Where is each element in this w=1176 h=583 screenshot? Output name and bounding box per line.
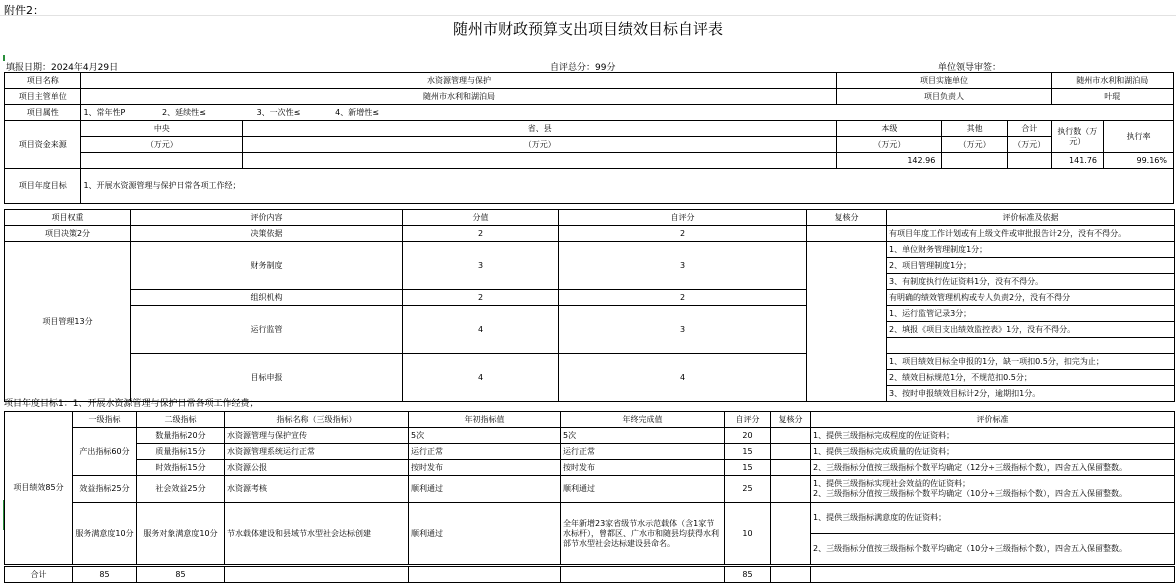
perf-level2: 时效指标15分 — [137, 460, 225, 476]
mgmt-content: 目标申报 — [131, 354, 403, 402]
perf-header: 年初指标值 — [409, 412, 561, 428]
perf-final: 5次 — [561, 428, 725, 444]
mgmt-content: 组织机构 — [131, 290, 403, 306]
dept-label: 项目主管单位 — [5, 89, 81, 105]
impl-unit-label: 项目实施单位 — [837, 73, 1051, 89]
funds-local: 本级 — [837, 121, 942, 137]
total-score: 自评总分：99分 — [550, 63, 616, 73]
mgmt-criteria: 1、运行监管记录3分； — [887, 306, 1175, 322]
mgmt-criteria: 有明确的绩效管理机构或专人负责2分，没有不得分 — [887, 290, 1175, 306]
mgmt-weight: 项目管理13分 — [5, 242, 131, 402]
mgmt-review — [807, 242, 887, 402]
funds-central: 中央 — [81, 121, 243, 137]
funds-unit: （万元） — [1007, 137, 1051, 153]
mgmt-criteria: 3、按时申报绩效目标计2分，逾期扣1分。 — [887, 386, 1175, 402]
perf-name: 水资源管理系统运行正常 — [225, 444, 409, 460]
perf-self: 25 — [725, 476, 771, 503]
funds-unit: （万元） — [243, 137, 837, 153]
perf-criteria: 1、提供三级指标完成质量的佐证资料； — [811, 444, 1175, 460]
decision-self: 2 — [559, 226, 807, 242]
total-empty — [561, 567, 725, 583]
perf-initial: 按时发布 — [409, 460, 561, 476]
project-name-value: 水资源管理与保护 — [81, 73, 837, 89]
total-empty — [811, 567, 1175, 583]
mgmt-score: 4 — [403, 354, 559, 402]
funds-executed-label: 执行数（万元） — [1051, 121, 1103, 153]
perf-level2: 社会效益25分 — [137, 476, 225, 503]
total-self: 85 — [725, 567, 771, 583]
perf-weight: 项目绩效85分 — [5, 412, 73, 565]
decision-content: 决策依据 — [131, 226, 403, 242]
funds-unit: （万元） — [942, 137, 1008, 153]
mgmt-self: 2 — [559, 290, 807, 306]
annual-goal-label: 项目年度目标 — [5, 169, 81, 204]
perf-header: 自评分 — [725, 412, 771, 428]
attr-option: 4、新增性≤ — [335, 107, 379, 117]
total-level2: 85 — [137, 567, 225, 583]
perf-criteria: 1、提供三级指标满意度的佐证资料； — [811, 503, 1175, 534]
impl-unit-value: 随州市水利和湖泊局 — [1051, 73, 1173, 89]
funds-unit: （万元） — [837, 137, 942, 153]
funds-other: 其他 — [942, 121, 1008, 137]
perf-criteria: 1、提供三级指标实现社会效益的佐证资料； 2、三级指标分值按三级指标个数平均确定（10分÷三级指标个数），四舍五入保留整数。 — [811, 476, 1175, 503]
perf-name: 水资源考核 — [225, 476, 409, 503]
mgmt-header: 项目权重 — [5, 210, 131, 226]
funds-provincial-value — [243, 153, 837, 169]
total-empty — [409, 567, 561, 583]
total-empty — [771, 567, 811, 583]
decision-weight: 项目决策2分 — [5, 226, 131, 242]
perf-header: 年终完成值 — [561, 412, 725, 428]
mgmt-self: 3 — [559, 306, 807, 354]
funds-local-value: 142.96 — [837, 153, 942, 169]
mgmt-criteria: 2、项目管理制度1分； — [887, 258, 1175, 274]
sheet-gridline — [0, 15, 1176, 16]
funds-other-value — [942, 153, 1008, 169]
project-name-label: 项目名称 — [5, 73, 81, 89]
perf-level2: 数量指标20分 — [137, 428, 225, 444]
perf-name: 水资源公报 — [225, 460, 409, 476]
funds-label: 项目资金来源 — [5, 121, 81, 169]
mgmt-criteria: 1、项目绩效目标全申报的1分，缺一项扣0.5分，扣完为止； — [887, 354, 1175, 370]
perf-initial: 5次 — [409, 428, 561, 444]
perf-criteria: 2、三级指标分值按三级指标个数平均确定（10分÷三级指标个数），四舍五入保留整数。 — [811, 534, 1175, 565]
mgmt-criteria — [887, 338, 1175, 354]
mgmt-criteria: 2、绩效目标规范1分，不规范扣0.5分； — [887, 370, 1175, 386]
annual-goal-text: 1、开展水资源管理与保护日常各项工作经； — [81, 169, 1174, 204]
perf-level2: 服务对象满意度10分 — [137, 503, 225, 565]
benefit-indicator: 效益指标25分 — [73, 476, 137, 503]
mgmt-self: 3 — [559, 242, 807, 290]
funds-total: 合计 — [1007, 121, 1051, 137]
meta-row — [0, 60, 1176, 72]
perf-self: 15 — [725, 444, 771, 460]
attr-option: 2、延续性≤ — [162, 107, 206, 117]
perf-self: 20 — [725, 428, 771, 444]
attachment-label: 附件2： — [4, 4, 44, 17]
unit-leader-sign: 单位领导审签： — [938, 63, 1002, 73]
perf-review — [771, 503, 811, 565]
mgmt-header: 复核分 — [807, 210, 887, 226]
dept-value: 随州市水利和湖泊局 — [81, 89, 837, 105]
performance-table — [4, 411, 1175, 565]
perf-review — [771, 444, 811, 460]
mgmt-score: 4 — [403, 306, 559, 354]
perf-header: 二级指标 — [137, 412, 225, 428]
mgmt-header: 分值 — [403, 210, 559, 226]
perf-header: 评价标准 — [811, 412, 1175, 428]
totals-table — [4, 566, 1175, 583]
decision-score: 2 — [403, 226, 559, 242]
perf-final: 顺利通过 — [561, 476, 725, 503]
attr-label: 项目属性 — [5, 105, 81, 121]
mgmt-header: 评价内容 — [131, 210, 403, 226]
perf-name: 水资源管理与保护宣传 — [225, 428, 409, 444]
perf-initial: 顺利通过 — [409, 503, 561, 565]
decision-review — [807, 226, 887, 242]
attr-option: 1、常年性P — [83, 107, 126, 117]
total-empty — [225, 567, 409, 583]
perf-level2: 质量指标15分 — [137, 444, 225, 460]
perf-review — [771, 460, 811, 476]
perf-name: 节水载体建设和县域节水型社会达标创建 — [225, 503, 409, 565]
perf-header: 复核分 — [771, 412, 811, 428]
satisfaction-indicator: 服务满意度10分 — [73, 503, 137, 565]
perf-criteria: 2、三级指标分值按三级指标个数平均确定（12分÷三级指标个数），四舍五入保留整数。 — [811, 460, 1175, 476]
performance-section-title: 项目年度目标1：1、开展水资源管理与保护日常各项工作经费； — [4, 399, 259, 409]
perf-self: 15 — [725, 460, 771, 476]
mgmt-criteria: 1、单位财务管理制度1分； — [887, 242, 1175, 258]
total-label: 合计 — [5, 567, 73, 583]
perf-final: 按时发布 — [561, 460, 725, 476]
mgmt-header: 自评分 — [559, 210, 807, 226]
funds-provincial: 省、县 — [243, 121, 837, 137]
total-weight: 85 — [73, 567, 137, 583]
leader-value: 叶琨 — [1051, 89, 1173, 105]
attr-options — [81, 105, 1174, 121]
perf-initial: 运行正常 — [409, 444, 561, 460]
perf-review — [771, 428, 811, 444]
funds-unit: （万元） — [81, 137, 243, 153]
funds-total-value — [1007, 153, 1051, 169]
perf-review — [771, 476, 811, 503]
funds-rate-value: 99.16% — [1104, 153, 1174, 169]
management-table — [4, 209, 1175, 402]
mgmt-score: 3 — [403, 242, 559, 290]
mgmt-content: 财务制度 — [131, 242, 403, 290]
perf-header: 一级指标 — [73, 412, 137, 428]
fill-date: 填报日期：2024年4月29日 — [6, 63, 119, 73]
attr-option: 3、一次性≤ — [256, 107, 301, 117]
leader-label: 项目负责人 — [837, 89, 1051, 105]
mgmt-criteria: 3、有制度执行佐证资料1分，没有不得分。 — [887, 274, 1175, 290]
decision-criteria: 有项目年度工作计划或有上级文件或审批报告计2分，没有不得分。 — [887, 226, 1175, 242]
perf-self: 10 — [725, 503, 771, 565]
basic-info-table — [4, 72, 1174, 204]
output-indicator: 产出指标60分 — [73, 428, 137, 476]
funds-central-value — [81, 153, 243, 169]
funds-rate-label: 执行率 — [1104, 121, 1174, 153]
mgmt-score: 2 — [403, 290, 559, 306]
page-title: 随州市财政预算支出项目绩效目标自评表 — [452, 20, 723, 38]
perf-final: 运行正常 — [561, 444, 725, 460]
mgmt-header: 评价标准及依据 — [887, 210, 1175, 226]
perf-header: 指标名称（三级指标） — [225, 412, 409, 428]
perf-final: 全年新增23家省级节水示范载体（含1家节水标杆），曾都区、广水市和随县均获得水利部节水型社会达标建设县命名。 — [561, 503, 725, 565]
mgmt-content: 运行监管 — [131, 306, 403, 354]
perf-initial: 顺利通过 — [409, 476, 561, 503]
funds-executed-value: 141.76 — [1051, 153, 1103, 169]
perf-criteria: 1、提供三级指标完成程度的佐证资料； — [811, 428, 1175, 444]
mgmt-self: 4 — [559, 354, 807, 402]
mgmt-criteria: 2、填报《项目支出绩效监控表》1分，没有不得分。 — [887, 322, 1175, 338]
